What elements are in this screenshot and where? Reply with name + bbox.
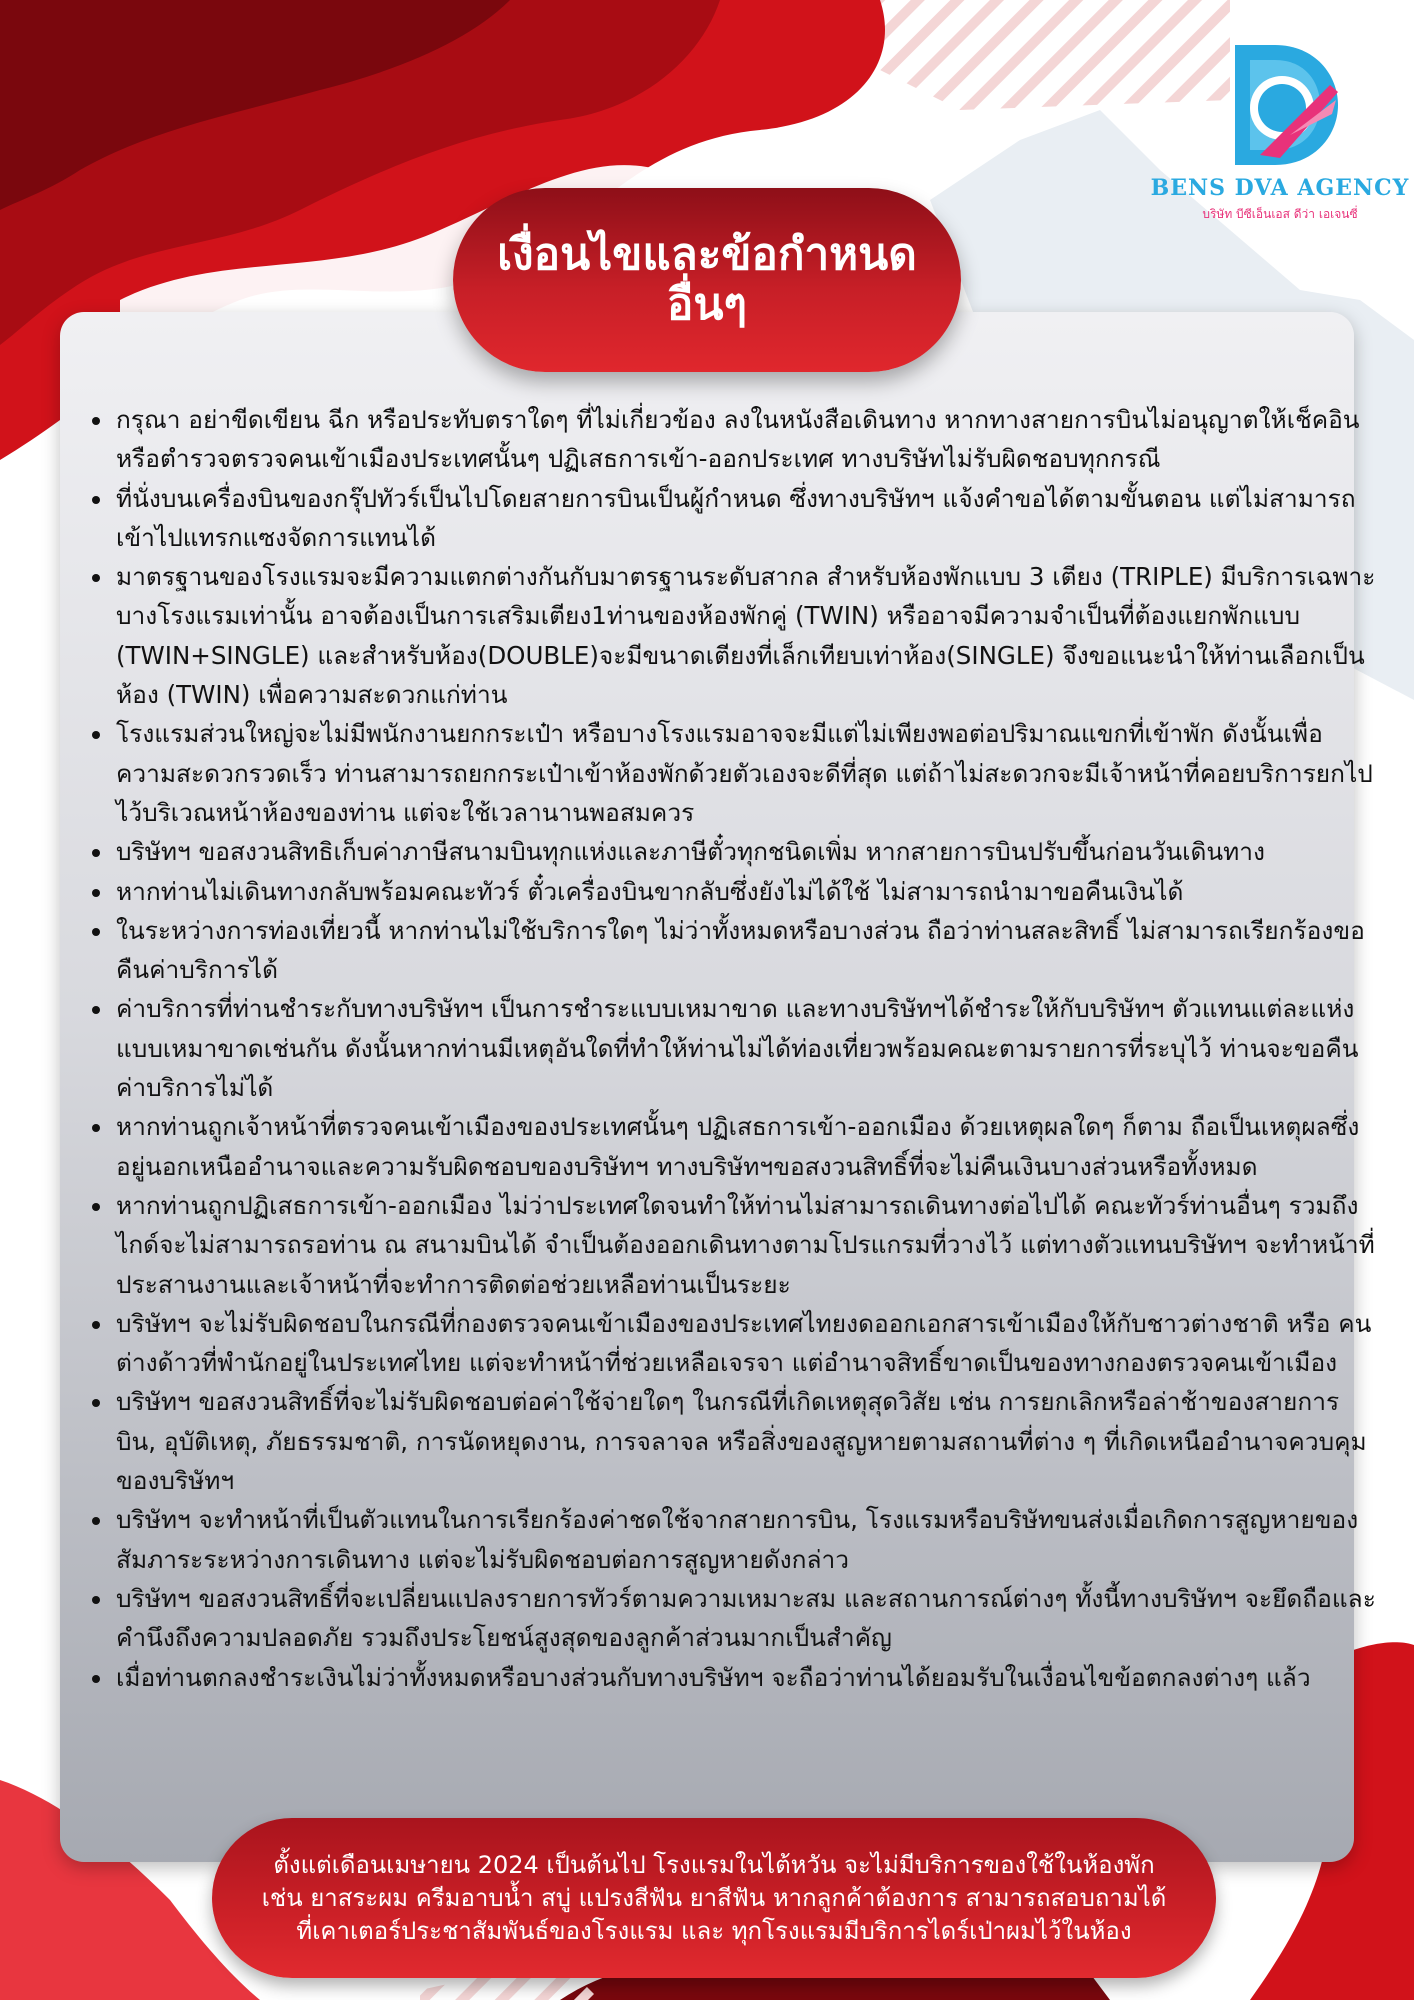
- page-title-line-1: เงื่อนไขและข้อกำหนด: [497, 229, 917, 280]
- company-logo: [1150, 40, 1410, 230]
- term-item: • หากท่านถูกเจ้าหน้าที่ตรวจคนเข้าเมืองของประเทศนั้นๆ ปฏิเสธการเข้า-ออกเมือง ด้วยเหตุผลใดๆ ก็ตาม ถือเป็นเหตุผลซึ่งอยู่นอกเหนืออำนาจและความรับผิดชอบของบริษัทฯ ทางบริษัทฯขอสงวนสิทธิ์ที่จะไม่คืนเงินบางส่วนหรือทั้งหมด: [114, 1107, 1376, 1186]
- term-item: • บริษัทฯ ขอสงวนสิทธิ์ที่จะเปลี่ยนแปลงรายการทัวร์ตามความเหมาะสม และสถานการณ์ต่างๆ ทั้งนี้ทางบริษัทฯ จะยึดถือและคำนึงถึงความปลอดภัย รวมถึงประโยชน์สูงสุดของลูกค้าส่วนมากเป็นสำคัญ: [114, 1579, 1376, 1658]
- notice-line-1: ตั้งแต่เดือนเมษายน 2024 เป็นต้นไป โรงแรมในไต้หวัน จะไม่มีบริการของใช้ในห้องพัก: [273, 1850, 1155, 1879]
- term-item: • บริษัทฯ ขอสงวนสิทธิ์ที่จะไม่รับผิดชอบต่อค่าใช้จ่ายใดๆ ในกรณีที่เกิดเหตุสุดวิสัย เช่น การยกเลิกหรือล่าช้าของสายการบิน, อุบัติเหตุ, ภัยธรรมชาติ, การนัดหยุดงาน, การจลาจล หรือสิ่งของสูญหายตามสถานที่ต่าง ๆ ที่เกิดเหนืออำนาจควบคุมของบริษัทฯ: [114, 1382, 1376, 1500]
- term-item: • ในระหว่างการท่องเที่ยวนี้ หากท่านไม่ใช้บริการใดๆ ไม่ว่าทั้งหมดหรือบางส่วน ถือว่าท่านสละสิทธิ์ ไม่สามารถเรียกร้องขอคืนค่าบริการได้: [114, 911, 1376, 990]
- term-item: • บริษัทฯ ขอสงวนสิทธิเก็บค่าภาษีสนามบินทุกแห่งและภาษีตั๋วทุกชนิดเพิ่ม หากสายการบินปรับขึ้นก่อนวันเดินทาง: [114, 832, 1376, 871]
- term-item: • โรงแรมส่วนใหญ่จะไม่มีพนักงานยกกระเป๋า หรือบางโรงแรมอาจจะมีแต่ไม่เพียงพอต่อปริมาณแขกที่เข้าพัก ดังนั้นเพื่อความสะดวกรวดเร็ว ท่านสามารถยกกระเป๋าเข้าห้องพักด้วยตัวเองจะดีที่สุด แต่ถ้าไม่สะดวกจะมีเจ้าหน้าที่คอยบริการยกไปไว้บริเวณหน้าห้องของท่าน แต่จะใช้เวลานานพอสมควร: [114, 714, 1376, 832]
- page-title: [497, 230, 917, 330]
- notice-line-3: ที่เคาเตอร์ประชาสัมพันธ์ของโรงแรม และ ทุกโรงแรมมีบริการไดร์เป่าผมไว้ในห้อง: [296, 1916, 1132, 1945]
- term-item: • บริษัทฯ จะทำหน้าที่เป็นตัวแทนในการเรียกร้องค่าชดใช้จากสายการบิน, โรงแรมหรือบริษัทขนส่งเมื่อเกิดการสูญหายของ สัมภาระระหว่างการเดินทาง แต่จะไม่รับผิดชอบต่อการสูญหายดังกล่าว: [114, 1500, 1376, 1579]
- term-item: • เมื่อท่านตกลงชำระเงินไม่ว่าทั้งหมดหรือบางส่วนกับทางบริษัทฯ จะถือว่าท่านได้ยอมรับในเงื่อนไขข้อตกลงต่างๆ แล้ว: [114, 1658, 1376, 1697]
- term-item: • หากท่านถูกปฏิเสธการเข้า-ออกเมือง ไม่ว่าประเทศใดจนทำให้ท่านไม่สามารถเดินทางต่อไปได้ คณะทัวร์ท่านอื่นๆ รวมถึงไกด์จะไม่สามารถรอท่าน ณ สนามบินได้ จำเป็นต้องออกเดินทางตามโปรแกรมที่วางไว้ แต่ทางตัวแทนบริษัทฯ จะทำหน้าที่ประสานงานและเจ้าหน้าที่จะทำการติดต่อช่วยเหลือท่านเป็นระยะ: [114, 1186, 1376, 1304]
- term-item: • บริษัทฯ จะไม่รับผิดชอบในกรณีที่กองตรวจคนเข้าเมืองของประเทศไทยงดออกเอกสารเข้าเมืองให้กับชาวต่างชาติ หรือ คนต่างด้าวที่พำนักอยู่ในประเทศไทย แต่จะทำหน้าที่ช่วยเหลือเจรจา แต่อำนาจสิทธิ์ขาดเป็นของทางกองตรวจคนเข้าเมือง: [114, 1304, 1376, 1383]
- term-item: • ที่นั่งบนเครื่องบินของกรุ๊ปทัวร์เป็นไปโดยสายการบินเป็นผู้กำหนด ซึ่งทางบริษัทฯ แจ้งคำขอได้ตามขั้นตอน แต่ไม่สามารถเข้าไปแทรกแซงจัดการแทนได้: [114, 479, 1376, 558]
- notice-text: [244, 1849, 1184, 1948]
- page-title-line-2: อื่นๆ: [666, 279, 748, 330]
- brand-name: BENS DVA AGENCY: [1150, 175, 1410, 201]
- logo-mark-icon: [1220, 40, 1340, 170]
- brand-subtitle: บริษัท บีซีเอ็นเอส ดีว่า เอเจนซี่: [1202, 207, 1358, 221]
- term-item: • ค่าบริการที่ท่านชำระกับทางบริษัทฯ เป็นการชำระแบบเหมาขาด และทางบริษัทฯได้ชำระให้กับบริษัทฯ ตัวแทนแต่ละแห่งแบบเหมาขาดเช่นกัน ดังนั้นหากท่านมีเหตุอันใดที่ทำให้ท่านไม่ได้ท่องเที่ยวพร้อมคณะตามรายการที่ระบุไว้ ท่านจะขอคืนค่าบริการไม่ได้: [114, 989, 1376, 1107]
- term-item: • หากท่านไม่เดินทางกลับพร้อมคณะทัวร์ ตั๋วเครื่องบินขากลับซึ่งยังไม่ได้ใช้ ไม่สามารถนำมาขอคืนเงินได้: [114, 872, 1376, 911]
- title-pill: [453, 188, 961, 372]
- notice-line-2: เช่น ยาสระผม ครีมอาบน้ำ สบู่ แปรงสีฟัน ยาสีฟัน หากลูกค้าต้องการ สามารถสอบถามได้: [261, 1883, 1167, 1912]
- notice-pill: [212, 1818, 1216, 1978]
- terms-list: [82, 400, 1376, 1697]
- term-item: • มาตรฐานของโรงแรมจะมีความแตกต่างกันกับมาตรฐานระดับสากล สำหรับห้องพักแบบ 3 เตียง (TRIPLE) มีบริการเฉพาะบางโรงแรมเท่านั้น อาจต้องเป็นการเสริมเตียง1ท่านของห้องพักคู่ (TWIN) หรืออาจมีความจำเป็นที่ต้องแยกพักแบบ (TWIN+SINGLE) และสำหรับห้อง(DOUBLE)จะมีขนาดเตียงที่เล็กเทียบเท่าห้อง(SINGLE) จึงขอแนะนำให้ท่านเลือกเป็นห้อง (TWIN) เพื่อความสะดวกแก่ท่าน: [114, 557, 1376, 714]
- term-item: • กรุณา อย่าขีดเขียน ฉีก หรือประทับตราใดๆ ที่ไม่เกี่ยวข้อง ลงในหนังสือเดินทาง หากทางสายการบินไม่อนุญาตให้เช็คอิน หรือตำรวจตรวจคนเข้าเมืองประเทศนั้นๆ ปฏิเสธการเข้า-ออกประเทศ ทางบริษัทไม่รับผิดชอบทุกกรณี: [114, 400, 1376, 479]
